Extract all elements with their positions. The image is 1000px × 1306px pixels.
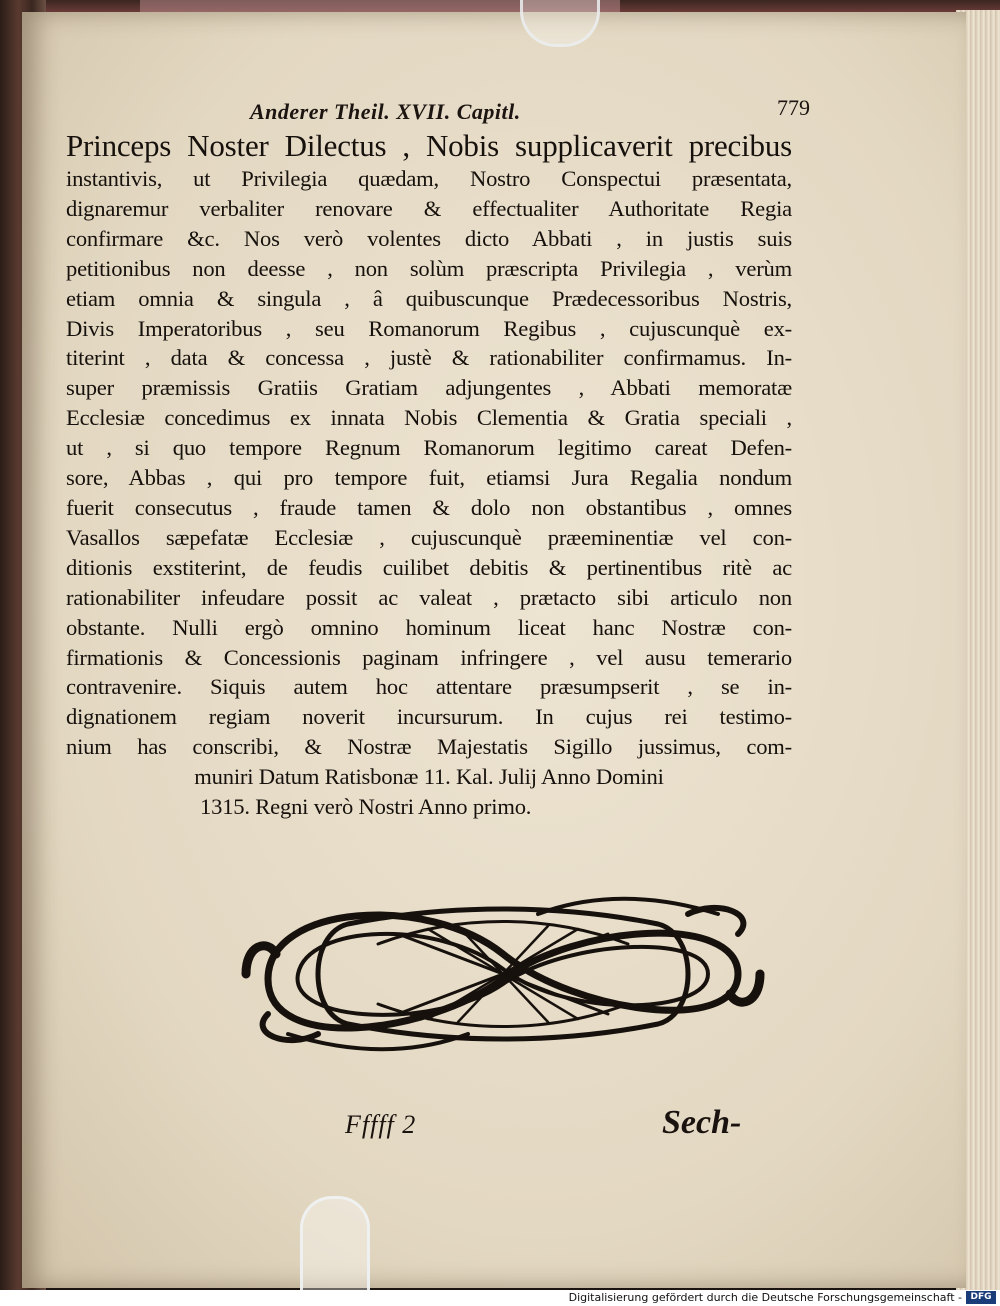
running-head: Anderer Theil. XVII. Capitl.: [250, 99, 521, 124]
text-line: instantivis, ut Privilegia quædam, Nostro Conspectui præsentata,: [66, 166, 792, 191]
text-line: dignationem regiam noverit incursurum. In cujus rei testimo-: [66, 704, 792, 730]
footer-credit: Digitalisierung gefördert durch die Deutsche Forschungsgemeinschaft -: [568, 1291, 962, 1304]
page-clip-bottom: [300, 1196, 370, 1295]
text-line: confirmare &c. Nos verò volentes dicto Abbati , in justis suis: [66, 225, 792, 251]
text-line: etiam omnia & singula , â quibuscunque Prædecessoribus Nostris,: [66, 285, 792, 311]
text-line: firmationis & Concessionis paginam infringere , vel ausu temerario: [66, 644, 792, 670]
text-line: contravenire. Siquis autem hoc attentare præsumpserit , se in-: [66, 674, 792, 700]
text-line: titerint , data & concessa , justè & rationabiliter confirmamus. In-: [66, 345, 792, 371]
text-line: 1315. Regni verò Nostri Anno primo.: [200, 794, 532, 820]
footer-bar: [0, 1290, 1000, 1306]
text-line: ditionis exstiterint, de feudis cuilibet debitis & pertinentibus ritè ac: [66, 554, 792, 580]
text-line: Princeps Noster Dilectus , Nobis supplicaverit precibus: [66, 128, 792, 163]
text-line: super præmissis Gratiis Gratiam adjungentes , Abbati memoratæ: [66, 375, 792, 401]
text-line: ut , si quo tempore Regnum Romanorum legitimo careat Defen-: [66, 435, 792, 461]
text-line: rationabiliter infeudare possit ac valeat , prætacto sibi articulo non: [66, 584, 792, 610]
text-line: Vasallos sæpefatæ Ecclesiæ , cujuscunquè præeminentiæ vel con-: [66, 524, 792, 550]
text-line: sore, Abbas , qui pro tempore fuit, etiamsi Jura Regalia nondum: [66, 465, 792, 491]
text-line: obstante. Nulli ergò omnino hominum liceat hanc Nostræ con-: [66, 614, 792, 640]
page-number: 779: [777, 95, 810, 120]
dfg-logo-icon: DFG: [966, 1291, 996, 1304]
text-line: nium has conscribi, & Nostræ Majestatis Sigillo jussimus, com-: [66, 734, 792, 760]
text-line: Divis Imperatoribus , seu Romanorum Regibus , cujuscunquè ex-: [66, 315, 792, 341]
text-line: dignaremur verbaliter renovare & effectualiter Authoritate Regia: [66, 195, 792, 221]
text-line: Ecclesiæ concedimus ex innata Nobis Clementia & Gratia speciali ,: [66, 405, 792, 431]
signature-mark: Fffff 2: [345, 1110, 417, 1139]
catchword: Sech-: [662, 1104, 742, 1141]
body-text: [66, 128, 792, 822]
text-line: fuerit consecutus , fraude tamen & dolo non obstantibus , omnes: [66, 494, 792, 520]
calligraphic-knot-ornament-icon: [228, 884, 778, 1064]
text-line: muniri Datum Ratisbonæ 11. Kal. Julij Anno Domini: [194, 764, 664, 790]
text-line: petitionibus non deesse , non solùm præscripta Privilegia , verùm: [66, 255, 792, 281]
